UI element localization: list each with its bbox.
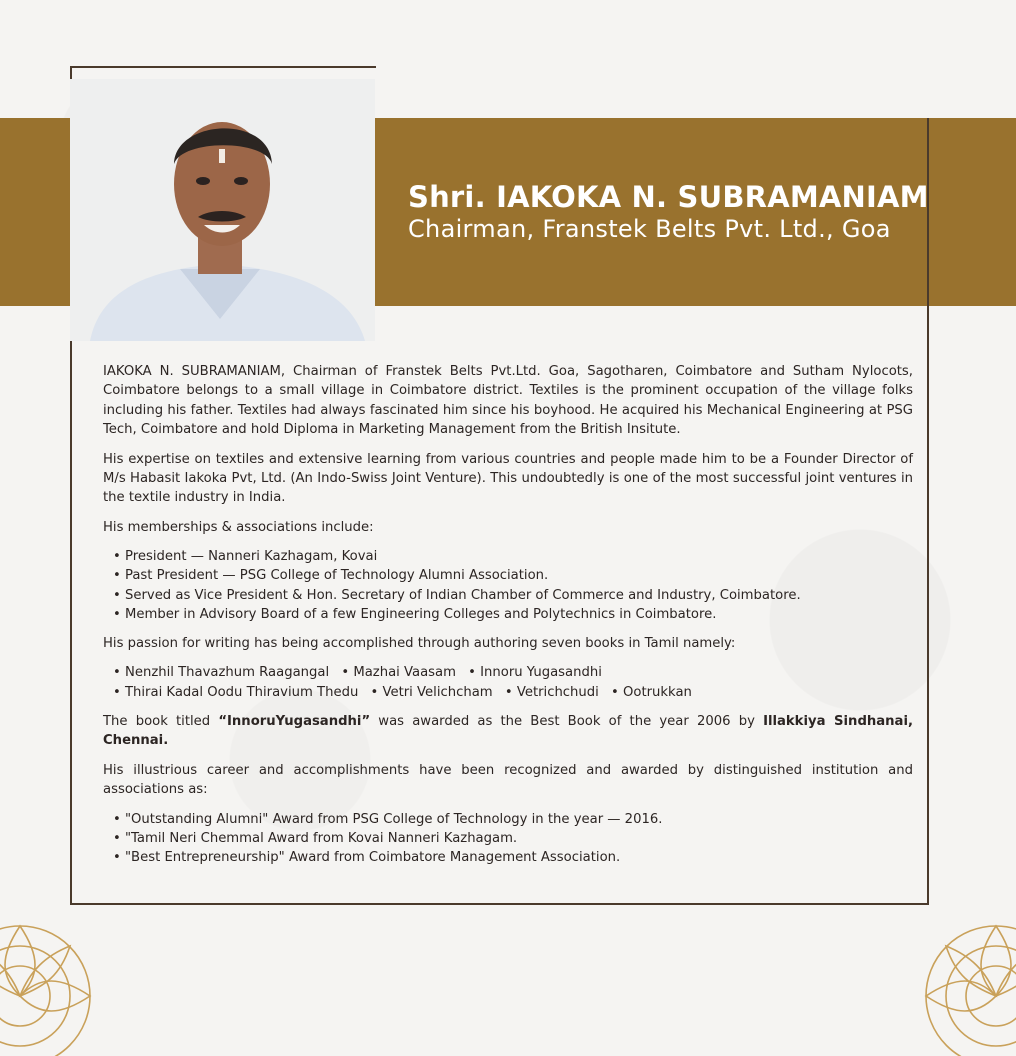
book-title: • Innoru Yugasandhi <box>468 665 602 680</box>
list-item: • Member in Advisory Board of a few Engineering Colleges and Polytechnics in Coimbatore. <box>113 605 913 624</box>
list-item: • "Best Entrepreneurship" Award from Coimbatore Management Association. <box>113 848 913 867</box>
book-title: • Mazhai Vaasam <box>341 665 456 680</box>
books-row <box>113 663 913 682</box>
career-intro: His illustrious career and accomplishments have been recognized and awarded by distinguished institution and associations as: <box>103 762 913 798</box>
list-item: • "Tamil Neri Chemmal Award from Kovai Nanneri Kazhagam. <box>113 829 913 848</box>
award-book-title: “InnoruYugasandhi” <box>218 713 371 729</box>
memberships-list <box>103 547 913 624</box>
memberships-intro: His memberships & associations include: <box>103 519 374 535</box>
list-item: • President — Nanneri Kazhagam, Kovai <box>113 547 913 566</box>
mandala-ornament-left <box>0 856 140 1056</box>
person-name: Shri. IAKOKA N. SUBRAMANIAM <box>408 180 929 214</box>
awards-list <box>103 810 913 868</box>
bio-paragraph-1: IAKOKA N. SUBRAMANIAM, Chairman of Franstek Belts Pvt.Ltd. Goa, Sagotharen, Coimbatore and Sutham Nylocots, Coimbatore belongs to a small village in Coimbatore district. Textiles is the prominent occupation of the village folks including his father. Textiles had always fascinated him since his boyhood. He acquired his Mechanical Engineering at PSG Tech, Coimbatore and hold Diploma in Marketing Management from the British Insitute. <box>103 364 913 438</box>
list-item: • Served as Vice President & Hon. Secretary of Indian Chamber of Commerce and Industry, Coimbatore. <box>113 586 913 605</box>
book-title: • Thirai Kadal Oodu Thiravium Thedu <box>113 685 358 700</box>
biography <box>103 362 913 877</box>
list-item: • "Outstanding Alumni" Award from PSG College of Technology in the year — 2016. <box>113 810 913 829</box>
frame-gap <box>376 66 936 118</box>
portrait-photo <box>70 79 375 341</box>
mandala-ornament-right <box>876 856 1016 1056</box>
books-intro: His passion for writing has being accomplished through authoring seven books in Tamil namely: <box>103 636 736 652</box>
book-title: • Ootrukkan <box>611 685 692 700</box>
person-role: Chairman, Franstek Belts Pvt. Ltd., Goa <box>408 215 891 243</box>
bio-paragraph-2: His expertise on textiles and extensive learning from various countries and people made him to be a Founder Director of M/s Habasit Iakoka Pvt, Ltd. (An Indo-Swiss Joint Venture). This undoubtedly is one of the most successful joint ventures in the textile industry in India. <box>103 451 913 506</box>
books-row <box>113 683 913 702</box>
book-title: • Vetrichchudi <box>505 685 599 700</box>
list-item: • Past President — PSG College of Technology Alumni Association. <box>113 566 913 585</box>
book-title: • Nenzhil Thavazhum Raagangal <box>113 665 329 680</box>
award-text-pre: The book titled <box>103 713 219 729</box>
name-block <box>408 180 968 244</box>
award-organization: Illakkiya Sindhanai, Chennai. <box>103 713 913 749</box>
book-title: • Vetri Velichcham <box>371 685 493 700</box>
award-statement <box>103 712 913 751</box>
books-list <box>103 663 913 701</box>
award-text-mid: was awarded as the Best Book of the year 2006 by <box>370 713 764 729</box>
